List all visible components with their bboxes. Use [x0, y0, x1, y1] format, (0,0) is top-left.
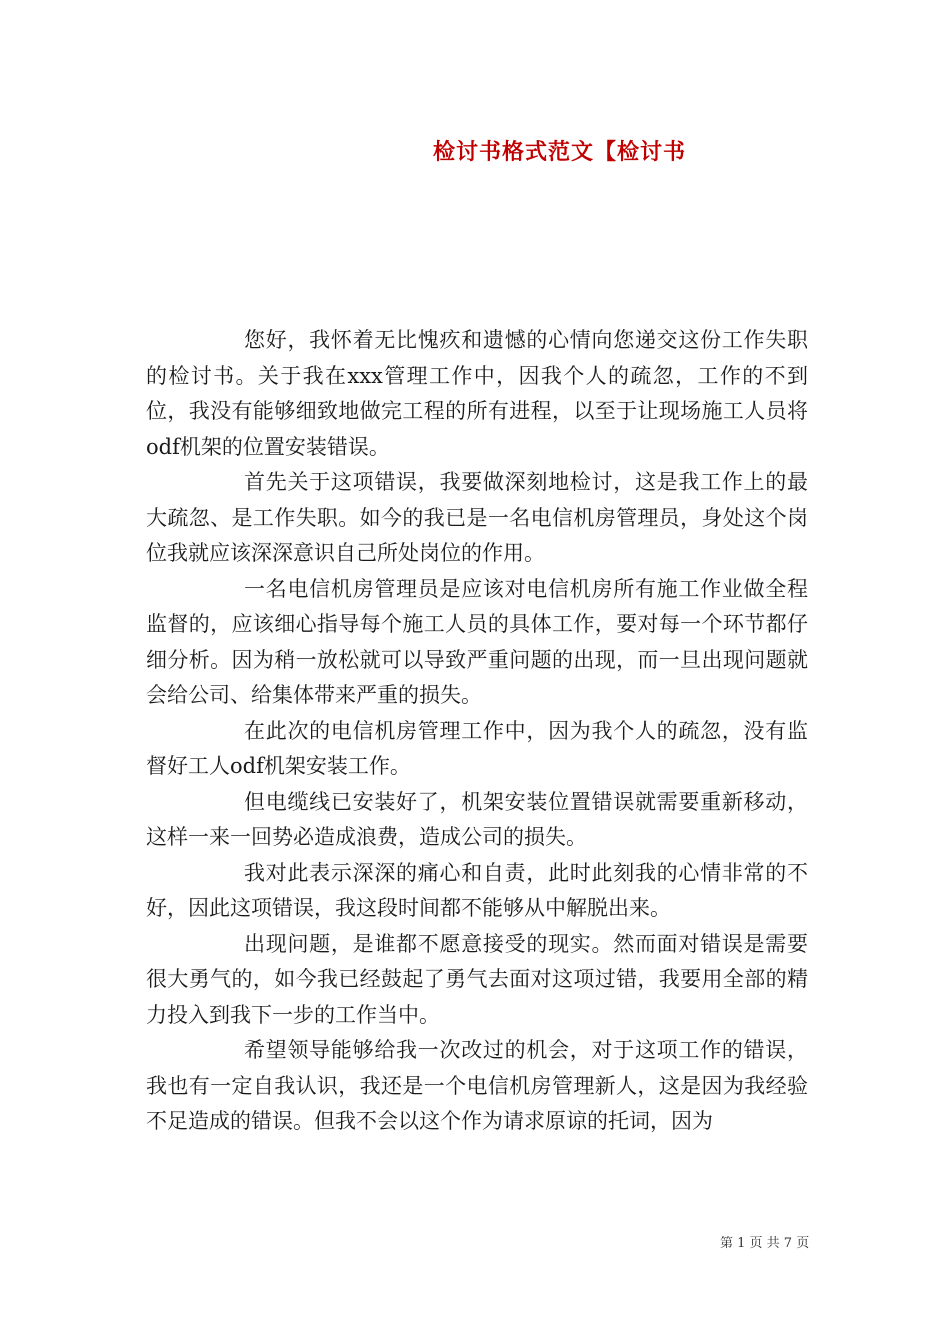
- paragraph: 希望领导能够给我一次改过的机会，对于这项工作的错误，我也有一定自我认识，我还是一个电信机房管理新人，这是因为我经验不足造成的错误。但我不会以这个作为请求原谅的托词，因为: [146, 1038, 808, 1133]
- paragraph: 您好，我怀着无比愧疚和遗憾的心情向您递交这份工作失职的检讨书。关于我在xxx管理工作中，因我个人的疏忽，工作的不到位，我没有能够细致地做完工程的所有进程，以至于让现场施工人员将odf机架的位置安装错误。: [146, 328, 808, 459]
- paragraph: 首先关于这项错误，我要做深刻地检讨，这是我工作上的最大疏忽、是工作失职。如今的我已是一名电信机房管理员，身处这个岗位我就应该深深意识自己所处岗位的作用。: [146, 470, 808, 565]
- document-body: [146, 323, 808, 1140]
- paragraph: 在此次的电信机房管理工作中，因为我个人的疏忽，没有监督好工人odf机架安装工作。: [146, 718, 808, 778]
- document-title: 检讨书格式范文【检讨书: [433, 139, 687, 165]
- paragraph: 出现问题，是谁都不愿意接受的现实。然而面对错误是需要很大勇气的，如今我已经鼓起了勇气去面对这项过错，我要用全部的精力投入到我下一步的工作当中。: [146, 931, 808, 1027]
- paragraph: 但电缆线已安装好了，机架安装位置错误就需要重新移动，这样一来一回势必造成浪费，造成公司的损失。: [146, 789, 808, 849]
- page-number-footer: 第 1 页 共 7 页: [720, 1236, 810, 1251]
- paragraph: 我对此表示深深的痛心和自责，此时此刻我的心情非常的不好，因此这项错误，我这段时间都不能够从中解脱出来。: [146, 860, 808, 920]
- paragraph: 一名电信机房管理员是应该对电信机房所有施工作业做全程监督的，应该细心指导每个施工人员的具体工作，要对每一个环节都仔细分析。因为稍一放松就可以导致严重问题的出现，而一旦出现问题就会给公司、给集体带来严重的损失。: [146, 576, 808, 707]
